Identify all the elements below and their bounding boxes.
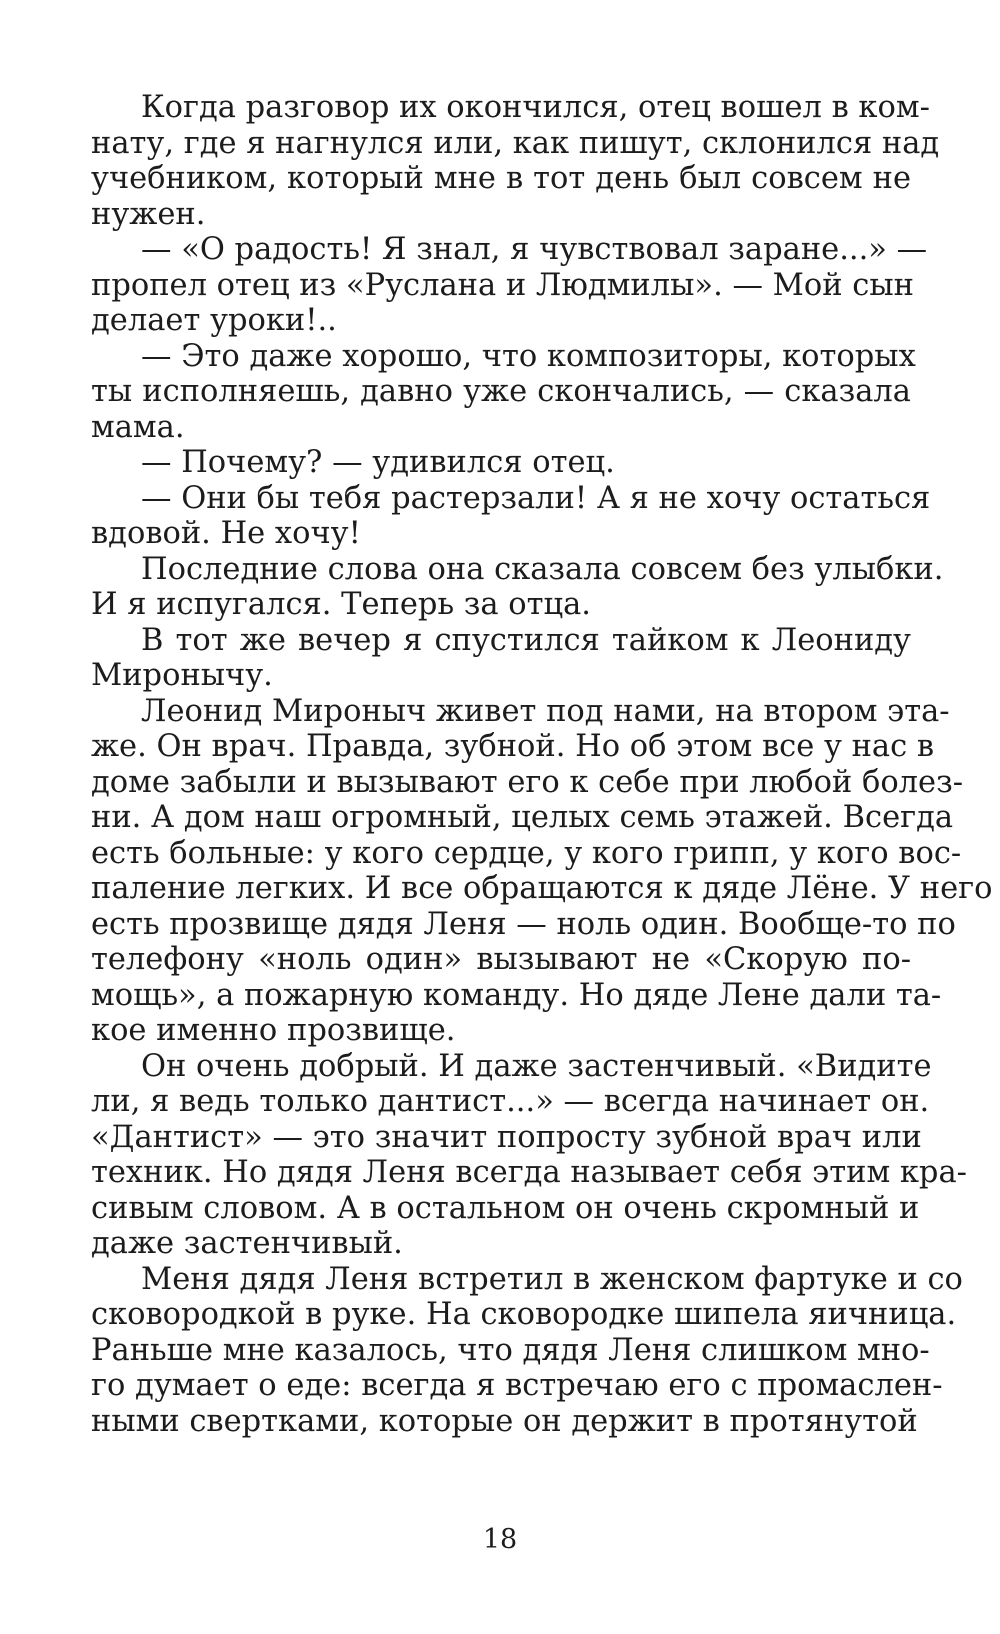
text-line: — Это даже хорошо, что композиторы, которых: [141, 338, 916, 374]
text-line: Леонид Мироныч живет под нами, на втором эта-: [141, 693, 950, 729]
paragraph: [91, 1048, 967, 1262]
text-line: «Дантист» — это значит попросту зубной врач или: [91, 1119, 922, 1155]
text-line: паление легких. И все обращаются к дяде Лёне. У него: [91, 871, 993, 906]
text-line: — Они бы тебя растерзали! А я не хочу остаться: [141, 480, 931, 516]
text-line: В тот же вечер я спустился тайком к Леониду: [141, 622, 911, 658]
text-line: пропел отец из «Руслана и Людмилы». — Мой сын: [91, 267, 914, 303]
text-line: даже застенчивый.: [91, 1226, 403, 1261]
text-line: ты исполняешь, давно уже скончались, — сказала: [91, 374, 911, 409]
text-line: мама.: [91, 409, 185, 445]
paragraph: [91, 623, 911, 694]
paragraph: [91, 1261, 963, 1440]
text-line: ни. А дом наш огромный, целых семь этажей. Всегда: [91, 800, 954, 835]
paragraph: [91, 232, 928, 339]
page-number: 18: [482, 1524, 518, 1555]
text-line: учебником, который мне в тот день был совсем не: [91, 161, 911, 196]
text-line: го думает о еде: всегда я встречаю его с промаслен-: [91, 1368, 943, 1403]
text-line: есть больные: у кого сердце, у кого грипп, у кого вос-: [91, 835, 962, 871]
text-line: сковородкой в руке. На сковородке шипела яичница.: [91, 1297, 957, 1332]
paragraph: [91, 693, 993, 1049]
text-line: есть прозвище дядя Леня — ноль один. Вообще-то по: [91, 906, 956, 942]
text-line: делает уроки!..: [91, 303, 337, 338]
text-line: И я испугался. Теперь за отца.: [91, 587, 592, 622]
paragraph: [91, 445, 911, 481]
paragraph: [91, 338, 916, 446]
text-line: вдовой. Не хочу!: [91, 516, 361, 551]
body-text: [91, 90, 993, 1439]
text-line: Он очень добрый. И даже застенчивый. «Видите: [141, 1048, 932, 1084]
text-line: Когда разговор их окончился, отец вошел в ком-: [141, 90, 930, 125]
text-line: нужен.: [91, 196, 206, 232]
text-line: Миронычу.: [91, 658, 273, 693]
text-line: ли, я ведь только дантист...» — всегда начинает он.: [91, 1084, 930, 1119]
text-line: кое именно прозвище.: [91, 1013, 456, 1048]
text-line: нату, где я нагнулся или, как пишут, склонился над: [91, 125, 940, 161]
paragraph: [91, 480, 931, 552]
text-line: техник. Но дядя Леня всегда называет себя этим кра-: [91, 1155, 967, 1190]
paragraph: [91, 551, 944, 623]
text-line: — «О радость! Я знал, я чувствовал заране...» —: [141, 232, 928, 267]
text-line: телефону «ноль один» вызывают не «Скорую по-: [91, 942, 911, 977]
text-line: ными свертками, которые он держит в протянутой: [91, 1403, 918, 1439]
text-line: — Почему? — удивился отец.: [141, 445, 615, 480]
paragraph: [91, 90, 940, 232]
text-line: Последние слова она сказала совсем без улыбки.: [141, 551, 944, 587]
text-line: Раньше мне казалось, что дядя Леня слишком мно-: [91, 1332, 930, 1368]
text-line: сивым словом. А в остальном он очень скромный и: [91, 1190, 920, 1226]
text-line: мощь», а пожарную команду. Но дяде Лене дали та-: [91, 977, 942, 1013]
text-line: же. Он врач. Правда, зубной. Но об этом все у нас в: [91, 729, 935, 764]
text-line: доме забыли и вызывают его к себе при любой болез-: [91, 764, 964, 800]
text-line: Меня дядя Леня встретил в женском фартуке и со: [141, 1261, 963, 1297]
